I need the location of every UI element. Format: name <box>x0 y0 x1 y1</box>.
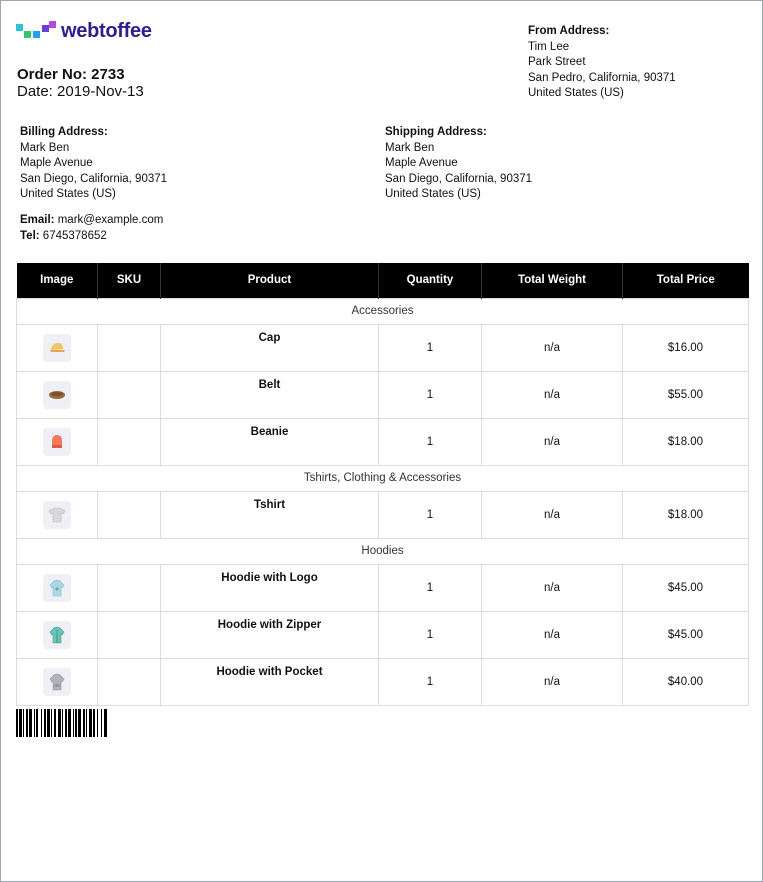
table-row <box>17 611 749 658</box>
barcode-gap <box>107 709 108 737</box>
shipping-address <box>385 125 532 203</box>
sku-cell <box>98 371 161 418</box>
price-cell: $40.00 <box>623 658 749 705</box>
category-row <box>17 465 749 491</box>
quantity-cell: 1 <box>379 324 482 371</box>
billing-address-line: Mark Ben <box>20 141 70 154</box>
product-name-cell: Belt <box>161 371 379 418</box>
product-image-cell <box>17 611 98 658</box>
email-value: mark@example.com <box>57 214 164 226</box>
product-name-cell: Hoodie with Zipper <box>161 611 379 658</box>
from-address <box>528 24 676 102</box>
weight-cell: n/a <box>482 658 623 705</box>
product-name-cell: Hoodie with Pocket <box>161 658 379 705</box>
belt-icon <box>43 381 71 409</box>
logo-mark-icon <box>16 21 58 43</box>
weight-cell: n/a <box>482 564 623 611</box>
product-image-cell <box>17 564 98 611</box>
table-row <box>17 564 749 611</box>
sku-cell <box>98 491 161 538</box>
quantity-cell: 1 <box>379 418 482 465</box>
from-address-line: Tim Lee <box>528 40 570 53</box>
hoodie-icon <box>43 574 71 602</box>
product-image-cell <box>17 658 98 705</box>
sku-cell <box>98 324 161 371</box>
table-row <box>17 491 749 538</box>
product-name-cell: Beanie <box>161 418 379 465</box>
from-address-line: United States (US) <box>528 87 624 100</box>
product-image-cell <box>17 371 98 418</box>
brand-name: webtoffee <box>61 20 152 42</box>
column-header-quantity: Quantity <box>379 263 482 298</box>
customer-contact <box>20 213 163 244</box>
price-cell: $18.00 <box>623 418 749 465</box>
billing-address-title: Billing Address: <box>20 126 108 138</box>
category-name: Hoodies <box>17 538 749 564</box>
billing-address-line: San Diego, California, 90371 <box>20 172 168 185</box>
quantity-cell: 1 <box>379 371 482 418</box>
from-address-title: From Address: <box>528 25 610 37</box>
column-header-sku: SKU <box>98 263 161 298</box>
column-header-product: Product <box>161 263 379 298</box>
email-label: Email: <box>20 214 55 226</box>
quantity-cell: 1 <box>379 491 482 538</box>
shipping-address-line: Maple Avenue <box>385 157 458 170</box>
product-name-cell: Tshirt <box>161 491 379 538</box>
sku-cell <box>98 564 161 611</box>
quantity-cell: 1 <box>379 611 482 658</box>
product-name-cell: Hoodie with Logo <box>161 564 379 611</box>
quantity-cell: 1 <box>379 658 482 705</box>
order-barcode <box>16 709 108 737</box>
column-header-total-weight: Total Weight <box>482 263 623 298</box>
table-row <box>17 324 749 371</box>
product-image-cell <box>17 324 98 371</box>
column-header-image: Image <box>17 263 98 298</box>
order-items-table <box>16 263 749 706</box>
shipping-address-line: San Diego, California, 90371 <box>385 172 533 185</box>
category-name: Tshirts, Clothing & Accessories <box>17 465 749 491</box>
tel-value: 6745378652 <box>42 229 107 242</box>
order-number: Order No: 2733 <box>17 66 125 83</box>
billing-address-line: Maple Avenue <box>20 157 93 170</box>
price-cell: $45.00 <box>623 611 749 658</box>
sku-cell <box>98 611 161 658</box>
price-cell: $16.00 <box>623 324 749 371</box>
shipping-address-line: Mark Ben <box>385 141 435 154</box>
from-address-line: San Pedro, California, 90371 <box>528 71 676 84</box>
order-date: Date: 2019-Nov-13 <box>17 83 144 100</box>
product-image-cell <box>17 418 98 465</box>
price-cell: $55.00 <box>623 371 749 418</box>
tel-label: Tel: <box>20 229 40 242</box>
column-header-total-price: Total Price <box>623 263 749 298</box>
table-header-row <box>17 263 749 298</box>
weight-cell: n/a <box>482 418 623 465</box>
from-address-line: Park Street <box>528 56 586 69</box>
table-row <box>17 371 749 418</box>
tshirt-icon <box>43 501 71 529</box>
table-row <box>17 418 749 465</box>
beanie-icon <box>43 428 71 456</box>
billing-address <box>20 125 167 203</box>
quantity-cell: 1 <box>379 564 482 611</box>
brand-logo <box>16 20 152 43</box>
product-name-cell: Cap <box>161 324 379 371</box>
tel-line <box>20 229 163 245</box>
sku-cell <box>98 418 161 465</box>
shipping-address-title: Shipping Address: <box>385 126 487 138</box>
category-row <box>17 298 749 324</box>
product-image-cell <box>17 491 98 538</box>
weight-cell: n/a <box>482 611 623 658</box>
cap-icon <box>43 334 71 362</box>
price-cell: $45.00 <box>623 564 749 611</box>
category-row <box>17 538 749 564</box>
table-row <box>17 658 749 705</box>
email-line <box>20 213 163 229</box>
weight-cell: n/a <box>482 371 623 418</box>
weight-cell: n/a <box>482 324 623 371</box>
category-name: Accessories <box>17 298 749 324</box>
weight-cell: n/a <box>482 491 623 538</box>
hoodie-icon <box>43 621 71 649</box>
price-cell: $18.00 <box>623 491 749 538</box>
billing-address-line: United States (US) <box>20 188 116 201</box>
sku-cell <box>98 658 161 705</box>
shipping-address-line: United States (US) <box>385 188 481 201</box>
hoodie-icon <box>43 668 71 696</box>
